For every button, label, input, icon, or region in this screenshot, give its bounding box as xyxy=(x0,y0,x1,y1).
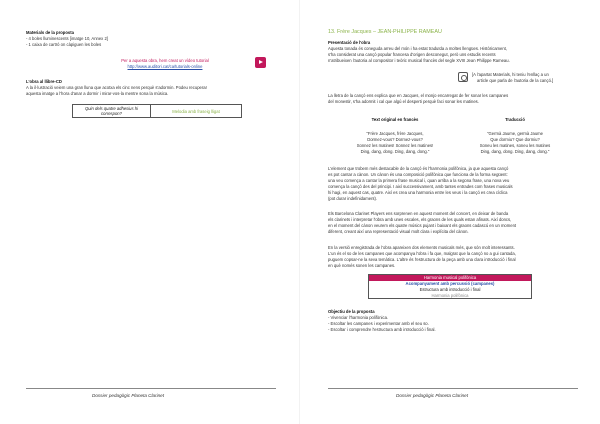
legend-percussion-label: Acompanyament amb percussió (campanes) xyxy=(405,281,495,286)
legend-row-polyphonic: Harmonia polifònica xyxy=(431,293,469,298)
materials-title: Materials de la proposta xyxy=(26,30,74,35)
materials-note: article que parla de l'autoria de la cançó.] xyxy=(477,78,554,83)
cd-text-line: A la il·lustració veiem una gran lluna que acotxa els cinc nens perquè s'adormin. Podeu recuperar xyxy=(26,85,207,90)
element-line: es pot cantar a cànon. Un cànon és una composició polifònica que funciona de la forma següent: xyxy=(328,172,508,177)
video-tutorial-link[interactable]: http://www.auditori.cat/ca/tutorials-online xyxy=(127,64,203,69)
element-line: (pot durar indefinidament). xyxy=(328,196,378,201)
presentacio-line: Aquesta tonada és coneguda arreu del món i ha estat traduïda a moltes llengües. Històricament, xyxy=(328,46,508,51)
lyric-fr: Ding, dang, dong. Ding, dang, dong." xyxy=(360,149,430,154)
presentacio-line: n'atribueixen l'autoria al compositor i teòric musical francès del segle XVIII Jean Philippe Rameau. xyxy=(328,58,510,63)
barcelona-line: els clarinets i interpretar l'obra amb unes escales, els graons de les quals estan afinats. Així doncs, xyxy=(328,217,512,222)
song-title: 13. Frère Jacques – JEAN-PHILIPPE RAMEAU xyxy=(328,29,442,35)
question-line: Quin dels quatre adhesius hi xyxy=(84,106,139,111)
element-line: comença la cançó des del principi. I així successivament, amb tantes entrades com frases musicals xyxy=(328,184,513,189)
footer-text: Dossier pedagògic Planeta Clarinet xyxy=(92,393,165,398)
objectiu-item: - Vivenciar l'harmonia polifònica. xyxy=(328,315,389,320)
materials-item: - 1 caixa de cartró on càpiguen les boles xyxy=(26,42,102,47)
barcelona-line: Els Barcelona Clarinet Players ens sorprenen en aquest moment del concert, en deixar de banda xyxy=(328,211,509,216)
versio-line: L'un és el so de les campanes que acompanya l'obra i fa que, malgrat que la cançó no a gui cantada, xyxy=(328,251,516,256)
column-title-translation: Traducció xyxy=(505,117,525,122)
presentacio-title: Presentació de l'obra xyxy=(328,40,371,45)
sticker-legend-box xyxy=(368,274,532,299)
question-cell xyxy=(73,105,151,118)
footer-divider xyxy=(328,388,578,389)
footer-divider xyxy=(26,388,276,389)
materials-note: [A l'apartat Materials, hi teniu l'enllaç a un xyxy=(472,72,549,77)
lyric-fr: Sonnez les matines! Sonnez les matines! xyxy=(356,143,434,148)
barcelona-line: diferent, creant així una representació visual molt clara i explícita del cànon. xyxy=(328,229,469,234)
lyric-ca: Soneu les matines, soneu les matines xyxy=(479,143,551,148)
objectiu-item: - Escoltar i comprendre l'estructura amb introducció i final. xyxy=(328,327,436,332)
objectiu-item: - Escoltar les campanes i experimentar amb el seu so. xyxy=(328,321,429,326)
legend-row-harmony: Harmonia musical polifònica xyxy=(369,275,531,281)
lyric-ca: Ding, dang, dong. Ding, dang, dong." xyxy=(480,149,550,154)
lyric-ca: Que dormiu? Que dormiu? xyxy=(490,137,540,142)
video-tutorial-text: Per a aquesta obra, hem creat un vídeo tutorial xyxy=(121,58,209,63)
presentacio-line: s'ha considerat una cançó popular francesa d'origen desconegut, però uns estudis recents xyxy=(328,52,496,57)
objectiu-title: Objectiu de la proposta xyxy=(328,309,375,314)
element-line: una veu comença a cantar la primera frase musical i, quan arriba a la segona frase, una nova veu xyxy=(328,178,510,183)
versio-line: puguem copsar-ne la seva temàtica. L'altre és l'estructura de la peça amb una clara introducció i final xyxy=(328,257,516,262)
right-page xyxy=(300,0,600,424)
lyric-fr: "Frère Jacques, frère Jacques, xyxy=(366,131,424,136)
footer-text: Dossier pedagògic Planeta Clarinet xyxy=(396,393,469,398)
versio-line: En la versió enregistrada de l'obra apareixen dos elements musicals més, que són molt interessants. xyxy=(328,245,515,250)
cd-section-title: L'obra al llibre-CD xyxy=(26,79,62,84)
element-line: hi hagi, en aquest cas, quatre. Així es crea una harmonia entre les veus i la cançó es crea cíclica xyxy=(328,190,508,195)
materials-item: - 4 boles lluminescents [imatge 10, Annex 2] xyxy=(26,36,108,41)
answer-cell: Melodia amb fraseig lligat xyxy=(151,105,242,118)
lletra-line: La lletra de la cançó ens explica que en Jacques, el monjo encarregat de fer sonar les campanes xyxy=(328,93,509,98)
video-play-icon[interactable] xyxy=(255,57,266,68)
cd-text-line: aquesta imatge a l'hora d'anar a dormir i mirar-vos-la mentre sona la música. xyxy=(26,91,169,96)
lyric-fr: Dormez-vous? Dormez-vous? xyxy=(367,137,423,142)
lyric-ca: "Germà Jaume, germà Jaume xyxy=(487,131,543,136)
question-line: correspon? xyxy=(101,111,122,116)
element-line: L'element que trobem més destacable de la cançó és l'harmonia polifònica, ja que aquesta cançó xyxy=(328,166,509,171)
versio-line: en què només sonen les campanes. xyxy=(328,263,396,268)
lletra-line: del monestir, s'ha adormit i cal que algú el desperti perquè faci sonar les matines. xyxy=(328,99,479,104)
column-title-french: Text original en francès xyxy=(371,117,419,122)
barcelona-line: en el moment del cànon veurem els quatre músics pujant i baixant els graons cadascú en un moment xyxy=(328,223,517,228)
legend-row-structure: Estructura amb introducció i final xyxy=(419,287,481,292)
materials-icon xyxy=(458,72,468,82)
sticker-question-table xyxy=(72,104,242,118)
